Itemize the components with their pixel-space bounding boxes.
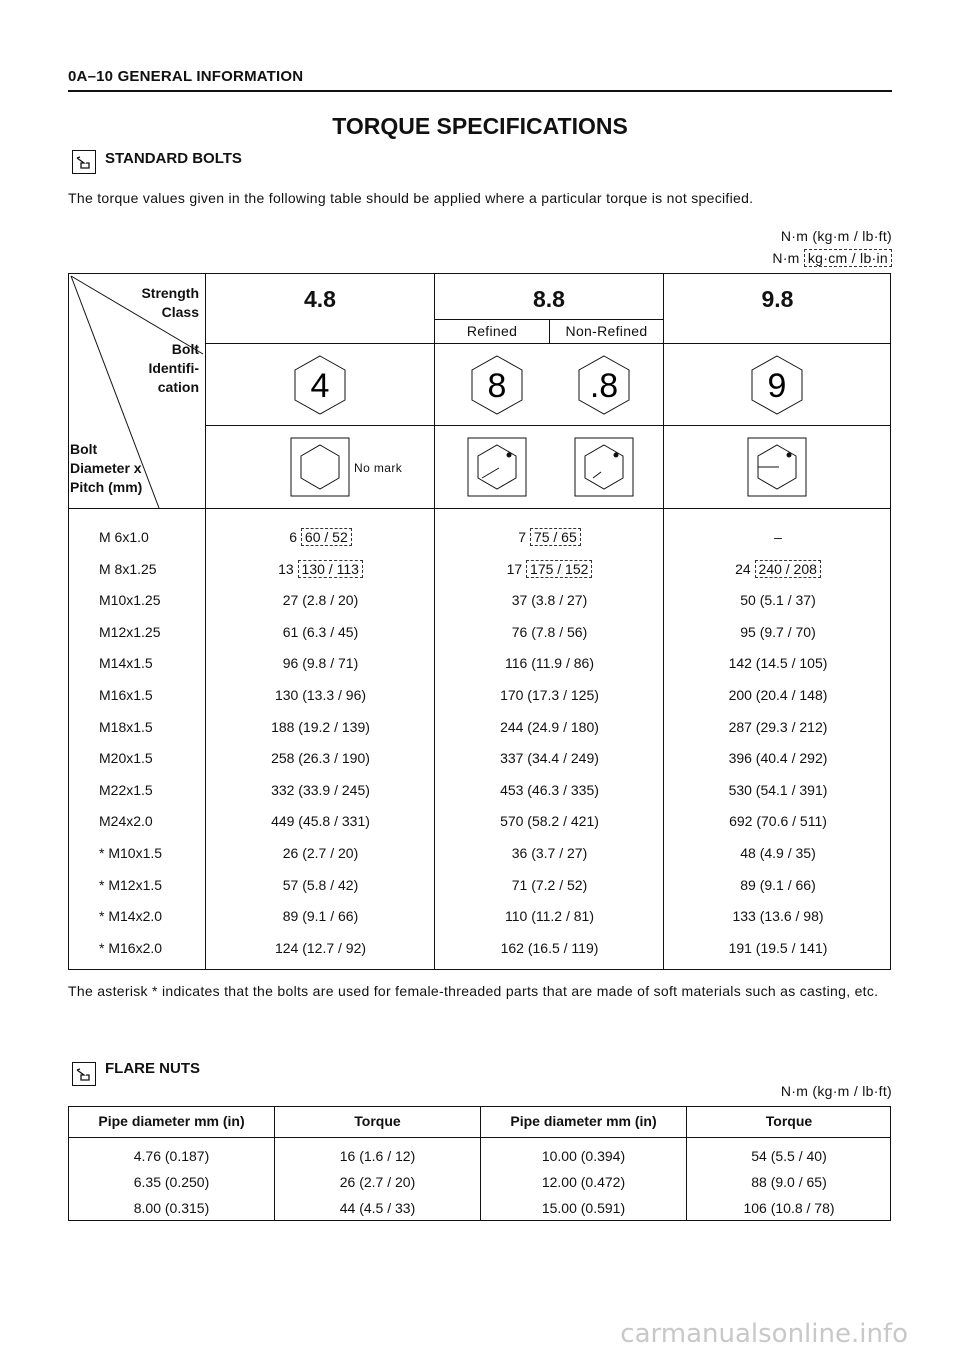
page-title: TORQUE SPECIFICATIONS bbox=[332, 113, 628, 139]
table-row bbox=[69, 555, 892, 586]
table-cell: 530 (54.1 / 391) bbox=[728, 781, 828, 798]
table-row bbox=[69, 618, 892, 649]
pointing-hand-icon bbox=[72, 150, 96, 174]
table-cell: 287 (29.3 / 212) bbox=[728, 718, 828, 735]
table-cell: 48 (4.9 / 35) bbox=[740, 845, 816, 861]
table-cell: 337 (34.4 / 249) bbox=[500, 750, 599, 767]
table-cell: – bbox=[774, 529, 782, 545]
svg-text:4: 4 bbox=[310, 367, 330, 405]
table-cell: 449 (45.8 / 331) bbox=[271, 813, 370, 830]
units-line-2: N·m kg·cm / lb·in bbox=[772, 250, 892, 266]
svg-text:9: 9 bbox=[767, 367, 787, 405]
flare-cell: 26 (2.7 / 20) bbox=[339, 1174, 416, 1190]
subclass-non-refined: Non-Refined bbox=[565, 323, 648, 339]
flare-cell: 54 (5.5 / 40) bbox=[751, 1148, 827, 1164]
table-cell: 27 (2.8 / 20) bbox=[282, 592, 359, 609]
table-cell: M20x1.5 bbox=[99, 750, 153, 767]
table-cell: M14x1.5 bbox=[99, 655, 153, 672]
table-cell: 124 (12.7 / 92) bbox=[274, 939, 367, 956]
table-row bbox=[69, 902, 892, 933]
bolt-top-nonrefined-icon bbox=[573, 436, 635, 498]
table-cell: 170 (17.3 / 125) bbox=[500, 687, 599, 703]
table-cell: 61 (6.3 / 45) bbox=[282, 623, 359, 640]
class-9-8: 9.8 bbox=[761, 286, 794, 312]
table-cell: 95 (9.7 / 70) bbox=[740, 623, 816, 640]
bolt-head-8-refined-icon bbox=[466, 354, 528, 416]
table-cell: 453 (46.3 / 335) bbox=[500, 781, 599, 798]
bolt-top-no-mark-icon bbox=[289, 436, 351, 498]
flare-cell: 6.35 (0.250) bbox=[133, 1174, 210, 1190]
table-row bbox=[69, 713, 892, 744]
flare-cell: 8.00 (0.315) bbox=[133, 1200, 210, 1216]
table-cell: 133 (13.6 / 98) bbox=[732, 908, 824, 925]
watermark: carmanualsonline.info bbox=[620, 1319, 908, 1349]
table-cell: M 6x1.0 bbox=[99, 529, 149, 545]
table-cell: 570 (58.2 / 421) bbox=[500, 813, 599, 830]
table-cell: 116 (11.9 / 86) bbox=[505, 655, 594, 672]
table-cell: M12x1.25 bbox=[99, 623, 161, 640]
table-cell: M18x1.5 bbox=[99, 718, 153, 735]
bolt-head-8-nonrefined-icon bbox=[573, 354, 635, 416]
bolt-identification-label: Bolt Identifi- cation bbox=[148, 341, 199, 395]
table-cell: 36 (3.7 / 27) bbox=[511, 845, 588, 861]
table-cell: 162 (16.5 / 119) bbox=[500, 939, 599, 956]
table-cell: 110 (11.2 / 81) bbox=[505, 908, 594, 925]
table-cell: 200 (20.4 / 148) bbox=[728, 687, 828, 703]
table-cell: 24 240 / 208 bbox=[664, 561, 892, 577]
table-cell: * M10x1.5 bbox=[99, 845, 163, 861]
bolt-top-refined-icon bbox=[466, 436, 528, 498]
table-cell: 188 (19.2 / 139) bbox=[271, 718, 370, 735]
table-cell: 76 (7.8 / 56) bbox=[511, 623, 588, 640]
intro-text: The torque values given in the following table should be applied where a particular torque is not specified. bbox=[68, 190, 754, 206]
flare-header-pipe-1: Pipe diameter mm (in) bbox=[98, 1113, 245, 1129]
units-boxed: kg·cm / lb·in bbox=[804, 249, 892, 267]
table-cell: 332 (33.9 / 245) bbox=[271, 781, 370, 798]
flare-cell: 106 (10.8 / 78) bbox=[743, 1200, 835, 1216]
flare-cell: 88 (9.0 / 65) bbox=[751, 1174, 827, 1190]
torque-table bbox=[68, 273, 891, 970]
table-cell: 13 130 / 113 bbox=[206, 561, 435, 577]
flare-header-pipe-2: Pipe diameter mm (in) bbox=[510, 1113, 657, 1129]
table-cell: * M12x1.5 bbox=[99, 876, 163, 893]
table-cell: 71 (7.2 / 52) bbox=[511, 876, 588, 893]
svg-text:.8: .8 bbox=[589, 367, 619, 405]
flare-cell: 16 (1.6 / 12) bbox=[339, 1148, 416, 1164]
table-cell: 258 (26.3 / 190) bbox=[271, 750, 370, 767]
flare-header-torque-1: Torque bbox=[354, 1113, 401, 1129]
flare-cell: 12.00 (0.472) bbox=[541, 1174, 626, 1190]
table-cell: 396 (40.4 / 292) bbox=[728, 750, 828, 767]
table-cell: 57 (5.8 / 42) bbox=[282, 876, 359, 893]
table-cell: M22x1.5 bbox=[99, 781, 153, 798]
table-cell: 96 (9.8 / 71) bbox=[282, 655, 359, 672]
pointing-hand-icon bbox=[72, 1062, 96, 1086]
table-cell: 6 60 / 52 bbox=[206, 529, 435, 545]
table-cell: 191 (19.5 / 141) bbox=[728, 939, 828, 956]
flare-table bbox=[68, 1106, 891, 1221]
table-row bbox=[69, 839, 892, 870]
table-cell: 89 (9.1 / 66) bbox=[740, 876, 816, 893]
subclass-refined: Refined bbox=[466, 323, 518, 339]
table-cell: 17 175 / 152 bbox=[435, 561, 664, 577]
table-cell: 692 (70.6 / 511) bbox=[729, 813, 827, 830]
table-cell: 130 (13.3 / 96) bbox=[274, 687, 367, 703]
table-cell: M24x2.0 bbox=[99, 813, 153, 830]
table-cell: 7 75 / 65 bbox=[435, 529, 664, 545]
header-rule bbox=[68, 90, 892, 92]
flare-cell: 15.00 (0.591) bbox=[541, 1200, 626, 1216]
table-cell: M10x1.25 bbox=[99, 592, 161, 609]
table-cell: M 8x1.25 bbox=[99, 560, 157, 577]
table-row bbox=[69, 807, 892, 838]
strength-class-label: Strength Class bbox=[141, 285, 199, 320]
no-mark-label: No mark bbox=[354, 461, 403, 475]
table-row bbox=[69, 649, 892, 680]
svg-text:8: 8 bbox=[487, 367, 507, 405]
table-row bbox=[69, 744, 892, 775]
bolt-head-9-icon bbox=[746, 354, 808, 416]
table-cell: 50 (5.1 / 37) bbox=[740, 592, 816, 609]
bolt-head-4-icon bbox=[289, 354, 351, 416]
table-row bbox=[69, 776, 892, 807]
page-header: 0A–10 GENERAL INFORMATION bbox=[68, 68, 304, 85]
bolt-top-9-8-icon bbox=[746, 436, 808, 498]
standard-bolts-heading: STANDARD BOLTS bbox=[105, 150, 242, 167]
units-line-1: N·m (kg·m / lb·ft) bbox=[780, 228, 892, 244]
flare-cell: 4.76 (0.187) bbox=[133, 1148, 210, 1164]
flare-units: N·m (kg·m / lb·ft) bbox=[780, 1083, 892, 1099]
table-row bbox=[69, 871, 892, 902]
table-cell: * M16x2.0 bbox=[99, 939, 163, 956]
table-cell: 142 (14.5 / 105) bbox=[728, 655, 828, 672]
table-cell: 244 (24.9 / 180) bbox=[500, 718, 599, 735]
table-row bbox=[69, 934, 892, 965]
table-row bbox=[69, 586, 892, 617]
class-8-8: 8.8 bbox=[533, 286, 565, 312]
bolt-diameter-label: Bolt Diameter x Pitch (mm) bbox=[70, 441, 143, 495]
flare-cell: 44 (4.5 / 33) bbox=[339, 1200, 416, 1216]
table-cell: 37 (3.8 / 27) bbox=[511, 592, 588, 609]
table-row bbox=[69, 523, 892, 554]
table-cell: M16x1.5 bbox=[99, 687, 153, 703]
flare-nuts-heading: FLARE NUTS bbox=[105, 1060, 200, 1077]
flare-header-torque-2: Torque bbox=[765, 1113, 813, 1129]
table-cell: * M14x2.0 bbox=[99, 908, 163, 925]
asterisk-note: The asterisk * indicates that the bolts are used for female-threaded parts that are made of soft materials such as casting, etc. bbox=[68, 983, 879, 999]
flare-cell: 10.00 (0.394) bbox=[541, 1148, 626, 1164]
table-row bbox=[69, 681, 892, 712]
class-4-8: 4.8 bbox=[304, 286, 336, 312]
table-cell: 26 (2.7 / 20) bbox=[282, 845, 359, 861]
table-cell: 89 (9.1 / 66) bbox=[282, 908, 359, 925]
